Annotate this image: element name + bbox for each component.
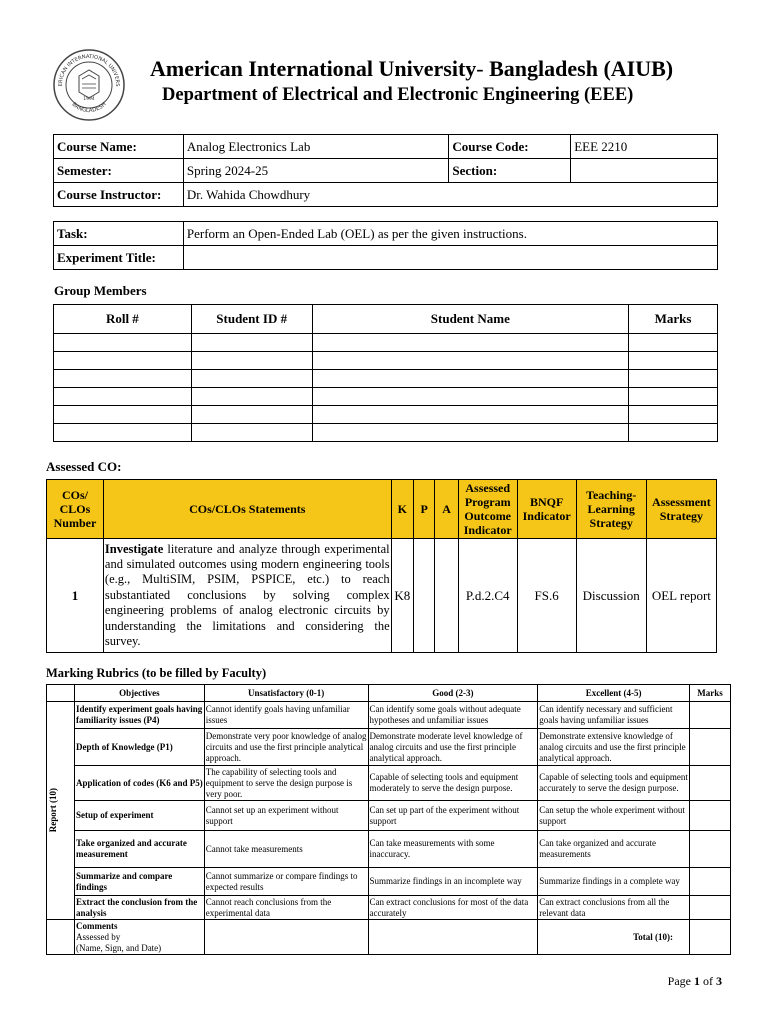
comments-row (47, 920, 731, 955)
table-row: Take organized and accurate measurement Cannot take measurements Can take measurements with some inaccuracy. Can take organized and accurate measurements (47, 831, 731, 868)
co-p (414, 539, 435, 653)
task-label: Task: (54, 222, 184, 246)
co-number: 1 (47, 539, 104, 653)
page-number: Page 1 of 3 (667, 974, 722, 988)
rubrics-table (46, 684, 731, 955)
task-table (53, 221, 718, 270)
course-info-table (53, 134, 718, 207)
table-row (54, 334, 718, 352)
table-row (54, 406, 718, 424)
bnqf-header: BNQF Indicator (517, 480, 576, 539)
student-name-header: Student Name (312, 305, 628, 334)
co-a (435, 539, 458, 653)
tl-strategy-header: Teaching-Learning Strategy (576, 480, 646, 539)
assessment-strategy-header: Assessment Strategy (646, 480, 716, 539)
excellent-header: Excellent (4-5) (538, 685, 690, 702)
semester-label: Semester: (54, 159, 184, 183)
course-name-value: Analog Electronics Lab (183, 135, 449, 159)
experiment-title-label: Experiment Title: (54, 246, 184, 270)
university-title: American International University- Bangladesh (AIUB) (150, 56, 674, 81)
table-row: Setup of experiment Cannot set up an experiment without support Can set up part of the experiment without support Can setup the whole experiment without support (47, 801, 731, 831)
semester-value: Spring 2024-25 (183, 159, 449, 183)
k-header: K (391, 480, 413, 539)
co-po: P.d.2.C4 (458, 539, 517, 653)
experiment-title-value (183, 246, 717, 270)
student-id-header: Student ID # (191, 305, 312, 334)
co-assessment: OEL report (646, 539, 716, 653)
co-statement-header: COs/CLOs Statements (103, 480, 391, 539)
marks-header: Marks (629, 305, 718, 334)
table-row: Summarize and compare findings Cannot summarize or compare findings to expected results Summarize findings in an incomplete way Summarize findings in a complete way (47, 868, 731, 896)
rubric-marks-header: Marks (689, 685, 730, 702)
course-code-value: EEE 2210 (571, 135, 718, 159)
a-header: A (435, 480, 458, 539)
co-tl: Discussion (576, 539, 646, 653)
svg-text:BANGLADESH: BANGLADESH (70, 101, 108, 115)
table-row: Extract the conclusion from the analysis Cannot reach conclusions from the experimental data Can extract conclusions for most of the data accurately Can extract conclusions from all the relevant data (47, 896, 731, 920)
svg-text:1994: 1994 (83, 97, 95, 102)
table-row: Report (10) Identify experiment goals having familiarity issues (P4) Cannot identify goals having unfamiliar issues Can identify some goals without adequate hypotheses and unfamiliar issues Can identify necessary and sufficient goals having unfamiliar issues (47, 702, 731, 729)
department-title: Department of Electrical and Electronic Engineering (EEE) (162, 85, 634, 105)
co-number-header: COs/ CLOs Number (47, 480, 104, 539)
instructor-value: Dr. Wahida Chowdhury (183, 183, 717, 207)
po-indicator-header: Assessed Program Outcome Indicator (458, 480, 517, 539)
assessed-co-title: Assessed CO: (46, 459, 122, 474)
course-name-label: Course Name: (54, 135, 184, 159)
section-label: Section: (449, 159, 571, 183)
table-row (54, 424, 718, 442)
table-row: Depth of Knowledge (P1) Demonstrate very poor knowledge of analog circuits and use the first principle analytical approach. Demonstrate moderate level knowledge of analog circuits and use the first principle analytical approach. Demonstrate extensive knowledge of analog circuits and use the first principle analytical approach. (47, 729, 731, 766)
co-k: K8 (391, 539, 413, 653)
table-row (54, 388, 718, 406)
table-row (54, 352, 718, 370)
co-statement: Investigate literature and analyze through experimental and simulated outcomes using modern engineering tools (e.g., MultiSIM, PSIM, PSPICE, etc.) to reach substantiated conclusions by solving complex engineering problems of analog electronic circuits by understanding the limitations and considering the survey. (103, 539, 391, 653)
total-label: Total (10): (538, 920, 690, 955)
good-header: Good (2-3) (368, 685, 538, 702)
table-row: Application of codes (K6 and P5) The capability of selecting tools and equipment to serve the design purpose is very poor. Capable of selecting tools and equipment moderately to serve the design purpose. Capable of selecting tools and equipment accurately to serve the design purpose. (47, 766, 731, 801)
assessed-co-table (46, 479, 717, 653)
university-seal-icon (52, 48, 126, 122)
unsatisfactory-header: Unsatisfactory (0-1) (204, 685, 368, 702)
comments-cell: Comments Assessed by (Name, Sign, and Date) (74, 920, 204, 955)
table-row (54, 370, 718, 388)
co-bnqf: FS.6 (517, 539, 576, 653)
rubrics-title: Marking Rubrics (to be filled by Faculty) (46, 666, 267, 680)
p-header: P (414, 480, 435, 539)
objectives-header: Objectives (74, 685, 204, 702)
group-members-title: Group Members (54, 283, 147, 298)
svg-text:AMERICAN INTERNATIONAL UNIVERS: ERICAN INTERNATIONAL UNIVERS (57, 53, 121, 87)
group-members-table (53, 304, 718, 442)
course-code-label: Course Code: (449, 135, 571, 159)
roll-header: Roll # (54, 305, 192, 334)
task-value: Perform an Open-Ended Lab (OEL) as per the given instructions. (183, 222, 717, 246)
instructor-label: Course Instructor: (54, 183, 184, 207)
section-value (571, 159, 718, 183)
report-side-label: Report (10) (47, 702, 75, 920)
